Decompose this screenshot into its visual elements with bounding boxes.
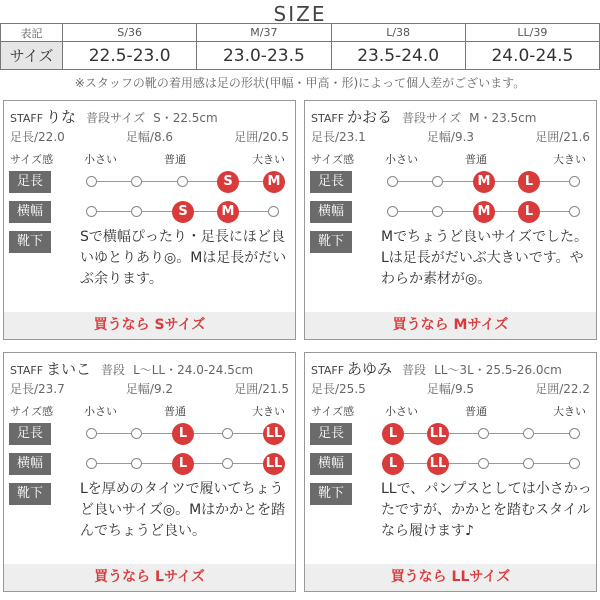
width-fit-row xyxy=(4,197,295,227)
fit-scale-header xyxy=(305,400,596,419)
foot-girth-measure: 足囲/21.5 xyxy=(234,382,289,396)
scale-small-label: 小さい xyxy=(84,153,117,166)
scale-small-label: 小さい xyxy=(385,405,418,418)
staff-name: まいこ xyxy=(46,360,92,378)
size-fit-marker: M xyxy=(473,171,495,193)
foot-measurements xyxy=(4,126,295,148)
scale-step-dot xyxy=(131,428,142,439)
scale-small-label: 小さい xyxy=(84,405,117,418)
length-fit-row xyxy=(4,167,295,197)
foot-length-measure: 足長/23.7 xyxy=(10,382,65,396)
staff-label: STAFF xyxy=(10,364,44,377)
scale-step-dot xyxy=(222,458,233,469)
page-title: SIZE xyxy=(273,2,327,26)
fit-disclaimer-note: ※スタッフの靴の着用感は足の形状(甲幅・甲高・形)によって個人差がございます。 xyxy=(74,76,526,90)
staff-card xyxy=(304,352,597,592)
scale-step-dot xyxy=(387,176,398,187)
width-tag: 横幅 xyxy=(310,201,352,223)
staff-label: STAFF xyxy=(10,112,44,125)
size-fit-marker: L xyxy=(172,453,194,475)
size-label-cell: L/38 xyxy=(331,24,465,42)
socks-comment-row xyxy=(4,227,295,295)
fit-scale-header xyxy=(4,400,295,419)
size-label-cell: LL/39 xyxy=(465,24,599,42)
foot-length-measure: 足長/22.0 xyxy=(10,130,65,144)
width-tag: 横幅 xyxy=(9,453,51,475)
foot-girth-measure: 足囲/21.6 xyxy=(535,130,590,144)
foot-length-measure: 足長/25.5 xyxy=(311,382,366,396)
length-fit-row xyxy=(305,419,596,449)
size-row-label: サイズ xyxy=(1,42,63,70)
usual-size-value: S・22.5cm xyxy=(153,111,218,125)
socks-tag: 靴下 xyxy=(310,231,352,253)
width-fit-row xyxy=(4,449,295,479)
scale-step-dot xyxy=(478,428,489,439)
scale-step-dot xyxy=(569,428,580,439)
staff-comment: LLで、パンプスとしては小さかったですが、かかとを踏むスタイルなら履けます♪ xyxy=(381,481,592,539)
length-fit-row xyxy=(305,167,596,197)
usual-size-label: 普段 xyxy=(402,363,427,377)
staff-name: かおる xyxy=(347,108,393,126)
foot-measurements xyxy=(4,378,295,400)
size-fit-marker: L xyxy=(518,201,540,223)
recommended-size: 買うなら Mサイズ xyxy=(305,312,596,339)
socks-tag: 靴下 xyxy=(310,483,352,505)
recommended-size: 買うなら Sサイズ xyxy=(4,312,295,339)
scale-step-dot xyxy=(177,176,188,187)
usual-size-value: L〜LL・24.0-24.5cm xyxy=(133,363,254,377)
scale-step-dot xyxy=(86,428,97,439)
scale-step-dot xyxy=(131,458,142,469)
fit-scale-label: サイズ感 xyxy=(10,153,54,166)
staff-comment: Lを厚めのタイツで履いてちょうど良いサイズ◎。Mはかかとを踏んでちょうど良い。 xyxy=(80,481,286,539)
size-fit-marker: LL xyxy=(427,423,449,445)
staff-label: STAFF xyxy=(311,112,345,125)
size-range-row xyxy=(1,42,600,70)
scale-large-label: 大きい xyxy=(252,405,285,418)
foot-girth-measure: 足囲/22.2 xyxy=(535,382,590,396)
foot-width-measure: 足幅/9.3 xyxy=(426,130,475,144)
staff-label: STAFF xyxy=(311,364,345,377)
size-range-cell: 23.5-24.0 xyxy=(331,42,465,70)
size-fit-marker: S xyxy=(217,171,239,193)
staff-card xyxy=(3,100,296,340)
scale-step-dot xyxy=(222,428,233,439)
scale-step-dot xyxy=(86,458,97,469)
scale-step-dot xyxy=(432,206,443,217)
foot-measurements xyxy=(305,126,596,148)
scale-large-label: 大きい xyxy=(252,153,285,166)
length-tag: 足長 xyxy=(310,423,352,445)
scale-step-dot xyxy=(569,206,580,217)
socks-comment-row xyxy=(4,479,295,547)
size-fit-marker: L xyxy=(382,453,404,475)
size-fit-marker: LL xyxy=(263,453,285,475)
scale-step-dot xyxy=(86,206,97,217)
size-fit-marker: M xyxy=(263,171,285,193)
foot-width-measure: 足幅/8.6 xyxy=(125,130,174,144)
recommended-size: 買うなら LLサイズ xyxy=(305,564,596,591)
socks-comment-row xyxy=(305,227,596,295)
staff-comment: Mでちょうど良いサイズでした。Lは足長がだいぶ大きいです。やわらか素材が◎。 xyxy=(381,229,588,287)
foot-length-measure: 足長/23.1 xyxy=(311,130,366,144)
scale-step-dot xyxy=(523,428,534,439)
length-tag: 足長 xyxy=(9,423,51,445)
socks-tag: 靴下 xyxy=(9,483,51,505)
scale-step-dot xyxy=(131,206,142,217)
socks-comment-row xyxy=(305,479,596,547)
staff-card xyxy=(304,100,597,340)
scale-step-dot xyxy=(432,176,443,187)
foot-measurements xyxy=(305,378,596,400)
staff-card xyxy=(3,352,296,592)
scale-normal-label: 普通 xyxy=(164,405,186,418)
size-label-cell: S/36 xyxy=(63,24,197,42)
scale-step-dot xyxy=(523,458,534,469)
scale-normal-label: 普通 xyxy=(164,153,186,166)
size-fit-marker: M xyxy=(473,201,495,223)
size-range-cell: 24.0-24.5 xyxy=(465,42,599,70)
size-label-cell: M/37 xyxy=(197,24,331,42)
size-fit-marker: L xyxy=(518,171,540,193)
fit-scale-header xyxy=(305,148,596,167)
foot-width-measure: 足幅/9.2 xyxy=(125,382,174,396)
recommended-size: 買うなら Lサイズ xyxy=(4,564,295,591)
staff-name: りな xyxy=(46,108,77,126)
fit-scale-header xyxy=(4,148,295,167)
scale-normal-label: 普通 xyxy=(465,405,487,418)
scale-step-dot xyxy=(131,176,142,187)
scale-small-label: 小さい xyxy=(385,153,418,166)
fit-scale-label: サイズ感 xyxy=(311,153,355,166)
length-tag: 足長 xyxy=(9,171,51,193)
usual-size-value: LL〜3L・25.5-26.0cm xyxy=(434,363,562,377)
size-fit-marker: L xyxy=(382,423,404,445)
width-tag: 横幅 xyxy=(310,453,352,475)
scale-large-label: 大きい xyxy=(553,405,586,418)
size-fit-marker: M xyxy=(217,201,239,223)
size-range-cell: 23.0-23.5 xyxy=(197,42,331,70)
usual-size-label: 普段サイズ xyxy=(402,111,462,125)
fit-scale-label: サイズ感 xyxy=(10,405,54,418)
width-tag: 横幅 xyxy=(9,201,51,223)
usual-size-label: 普段 xyxy=(101,363,126,377)
width-fit-row xyxy=(305,449,596,479)
scale-step-dot xyxy=(387,206,398,217)
length-fit-row xyxy=(4,419,295,449)
usual-size-label: 普段サイズ xyxy=(86,111,146,125)
foot-width-measure: 足幅/9.5 xyxy=(426,382,475,396)
length-tag: 足長 xyxy=(310,171,352,193)
size-fit-marker: LL xyxy=(427,453,449,475)
fit-scale-label: サイズ感 xyxy=(311,405,355,418)
size-label-row xyxy=(1,24,600,42)
scale-step-dot xyxy=(478,458,489,469)
size-chart-table xyxy=(0,23,600,70)
size-fit-marker: L xyxy=(172,423,194,445)
size-header-label: 表記 xyxy=(1,24,63,42)
socks-tag: 靴下 xyxy=(9,231,51,253)
width-fit-row xyxy=(305,197,596,227)
foot-girth-measure: 足囲/20.5 xyxy=(234,130,289,144)
size-fit-marker: S xyxy=(172,201,194,223)
scale-normal-label: 普通 xyxy=(465,153,487,166)
staff-comment: Sで横幅ぴったり・足長にほど良いゆとりあり◎。Mは足長がだいぶ余ります。 xyxy=(80,229,287,287)
scale-step-dot xyxy=(268,206,279,217)
scale-step-dot xyxy=(569,176,580,187)
staff-name: あゆみ xyxy=(347,360,393,378)
usual-size-value: M・23.5cm xyxy=(469,111,537,125)
scale-large-label: 大きい xyxy=(553,153,586,166)
size-fit-marker: LL xyxy=(263,423,285,445)
size-range-cell: 22.5-23.0 xyxy=(63,42,197,70)
scale-step-dot xyxy=(86,176,97,187)
scale-step-dot xyxy=(569,458,580,469)
